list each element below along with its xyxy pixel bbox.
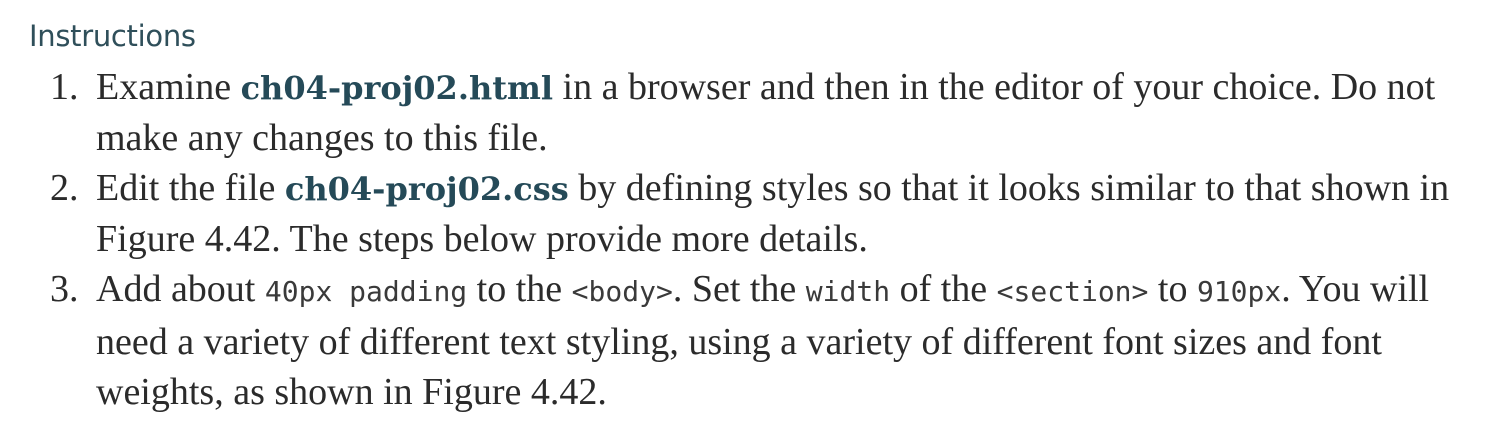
instruction-text: Add about	[96, 268, 265, 310]
instruction-text: by defining styles so that it looks similar to that shown in Figure 4.42. The steps below provide more details.	[96, 167, 1450, 260]
instruction-list	[0, 62, 1487, 417]
instruction-number: 2.	[50, 167, 79, 209]
instruction-text: . Set the	[672, 268, 806, 310]
instruction-text: . You will need a variety of different text styling, using a variety of different font sizes and font weights, as shown in Figure 4.42.	[96, 268, 1430, 413]
code-text: <body>	[571, 275, 673, 308]
instruction-text: of the	[890, 268, 997, 310]
instruction-number: 3.	[50, 268, 79, 310]
filename-text: ch04-proj02.html	[240, 69, 554, 107]
instruction-item	[0, 163, 1487, 264]
instruction-text: to	[1148, 268, 1197, 310]
code-text: 40px padding	[264, 275, 468, 308]
code-text: 910px	[1196, 275, 1282, 308]
instruction-item	[0, 264, 1487, 417]
instruction-text: Examine	[96, 66, 241, 108]
instruction-text: Edit the file	[96, 167, 285, 209]
instruction-text: in a browser and then in the editor of your choice. Do not make any changes to this file.	[96, 66, 1436, 159]
code-text: width	[805, 275, 891, 308]
instruction-number: 1.	[50, 66, 79, 108]
instruction-item	[0, 62, 1487, 163]
filename-text: ch04-proj02.css	[284, 170, 569, 208]
code-text: <section>	[996, 275, 1149, 308]
instruction-text: to the	[467, 268, 572, 310]
section-heading: Instructions	[29, 19, 196, 53]
